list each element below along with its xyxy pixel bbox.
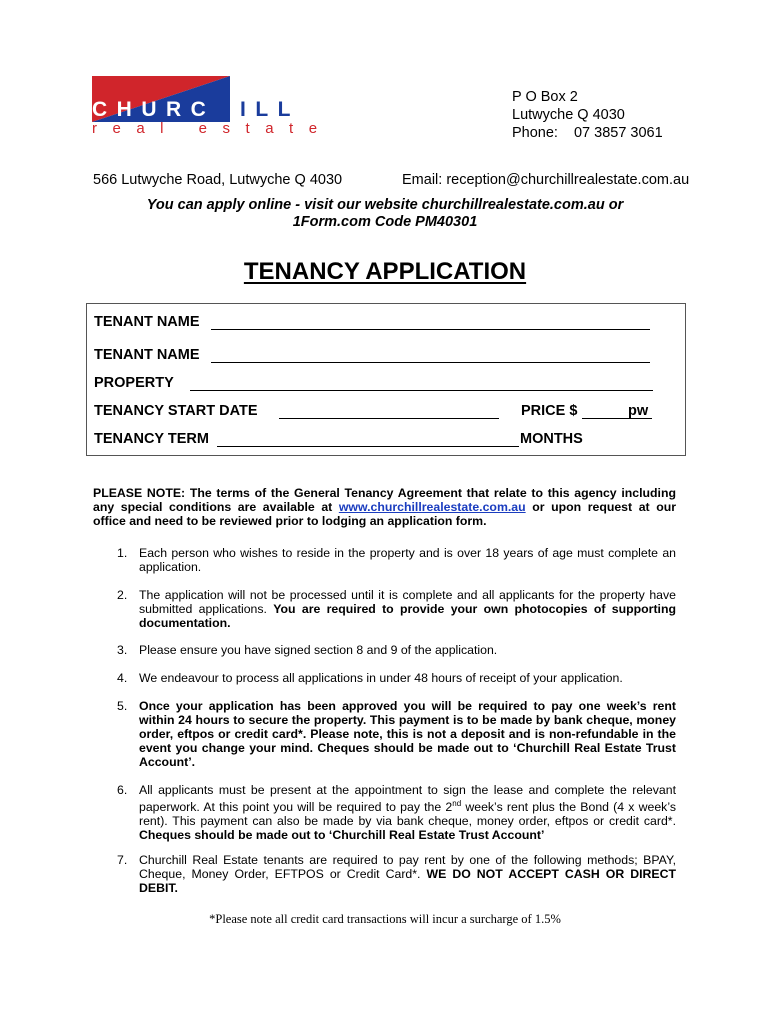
item-1-text: Each person who wishes to reside in the property and is over 18 years of age must complete an application. [139,546,676,574]
email-line [402,172,689,188]
item-7-plain: Churchill Real Estate tenants are required to pay rent by one of the following methods; BPAY, Cheque, Money Order, EFTPOS or Credit Card*. [139,853,676,881]
phone-number: 07 3857 3061 [573,125,663,141]
item-7-bold: WE DO NOT ACCEPT CASH OR DIRECT DEBIT. [139,867,676,895]
apply-online-line-2: 1Form.com Code PM40301 [292,214,478,230]
churchill-logo [92,76,333,140]
phone-label: Phone: [512,125,558,141]
item-3-text: Please ensure you have signed section 8 and 9 of the application. [139,643,498,657]
tenant-name-1-field[interactable] [211,329,650,330]
note-text-2: or upon request at our office and need to be reviewed prior to lodging an application form. [93,500,677,528]
item-6-bold: Cheques should be made out to ‘Churchill Real Estate Trust Account’ [139,828,545,843]
email-address: reception@churchillrealestate.com.au [446,172,690,188]
item-7-text [139,853,676,895]
item-6-superscript: nd [452,799,462,808]
property-field[interactable] [190,390,653,391]
page-title: TENANCY APPLICATION [243,258,527,285]
item-4-text: We endeavour to process all applications in under 48 hours of receipt of your application. [139,671,623,685]
item-6-number: 6. [117,783,128,797]
apply-online-line-1: You can apply online - visit our website churchillrealestate.com.au or [146,197,624,213]
suburb-line: Lutwyche Q 4030 [512,107,625,123]
item-3-number: 3. [117,643,128,657]
email-label: Email: [402,172,443,188]
po-box: P O Box 2 [512,89,578,105]
start-date-field[interactable] [279,418,499,419]
tenant-name-1-label: TENANT NAME [94,314,200,330]
tenancy-details-box [86,303,686,456]
apply-online-notice [90,197,680,231]
item-1-number: 1. [117,546,128,560]
phone-line [512,124,663,142]
item-6-text [139,783,676,842]
tenant-name-2-field[interactable] [211,362,650,363]
price-label: PRICE $ [521,403,578,419]
logo-subword: real estate [92,120,333,137]
website-link[interactable]: www.churchillrealestate.com.au [338,500,526,514]
tenant-name-2-label: TENANT NAME [94,347,200,363]
tenancy-term-field[interactable] [217,446,519,447]
property-label: PROPERTY [94,375,174,391]
item-7-number: 7. [117,853,128,867]
item-5-text: Once your application has been approved you will be required to pay one week’s rent within 24 hours to secure the property. This payment is to be made by bank cheque, money order, eftpos or credit card*. Please note, this is not a deposit and is non-refundable in the event you change your mind. Cheques should be made out to ‘Churchill Real Estate Trust Account’. [139,699,676,769]
start-date-label: TENANCY START DATE [94,403,258,419]
item-5-number: 5. [117,699,128,713]
note-text-1: PLEASE NOTE: The terms of the General Tenancy Agreement that relate to this agency including any special conditions are available at [93,486,676,514]
item-2-bold: You are required to provide your own photocopies of supporting documentation. [139,602,676,630]
item-6-plain-b: week’s rent plus the Bond (4 x week’s rent). This payment can also be made by via bank cheque, money order, eftpos or credit card*. [139,800,676,829]
tenancy-term-label: TENANCY TERM [94,431,209,447]
street-address: 566 Lutwyche Road, Lutwyche Q 4030 [93,172,343,188]
postal-address [512,88,663,142]
logo-wordmark: CHURCHILL [92,98,300,121]
item-6-plain-a: All applicants must be present at the appointment to sign the lease and complete the relevant paperwork. At this point you will be required to pay the 2 [139,783,676,815]
please-note [93,486,676,528]
pw-label: pw [628,403,649,419]
item-4-number: 4. [117,671,128,685]
item-2-number: 2. [117,588,128,602]
surcharge-footnote: *Please note all credit card transactions will incur a surcharge of 1.5% [209,912,561,926]
item-2-text [139,588,676,630]
months-label: MONTHS [520,431,583,447]
item-2-plain: The application will not be processed until it is complete and all applicants for the property have submitted applications. [139,588,676,616]
